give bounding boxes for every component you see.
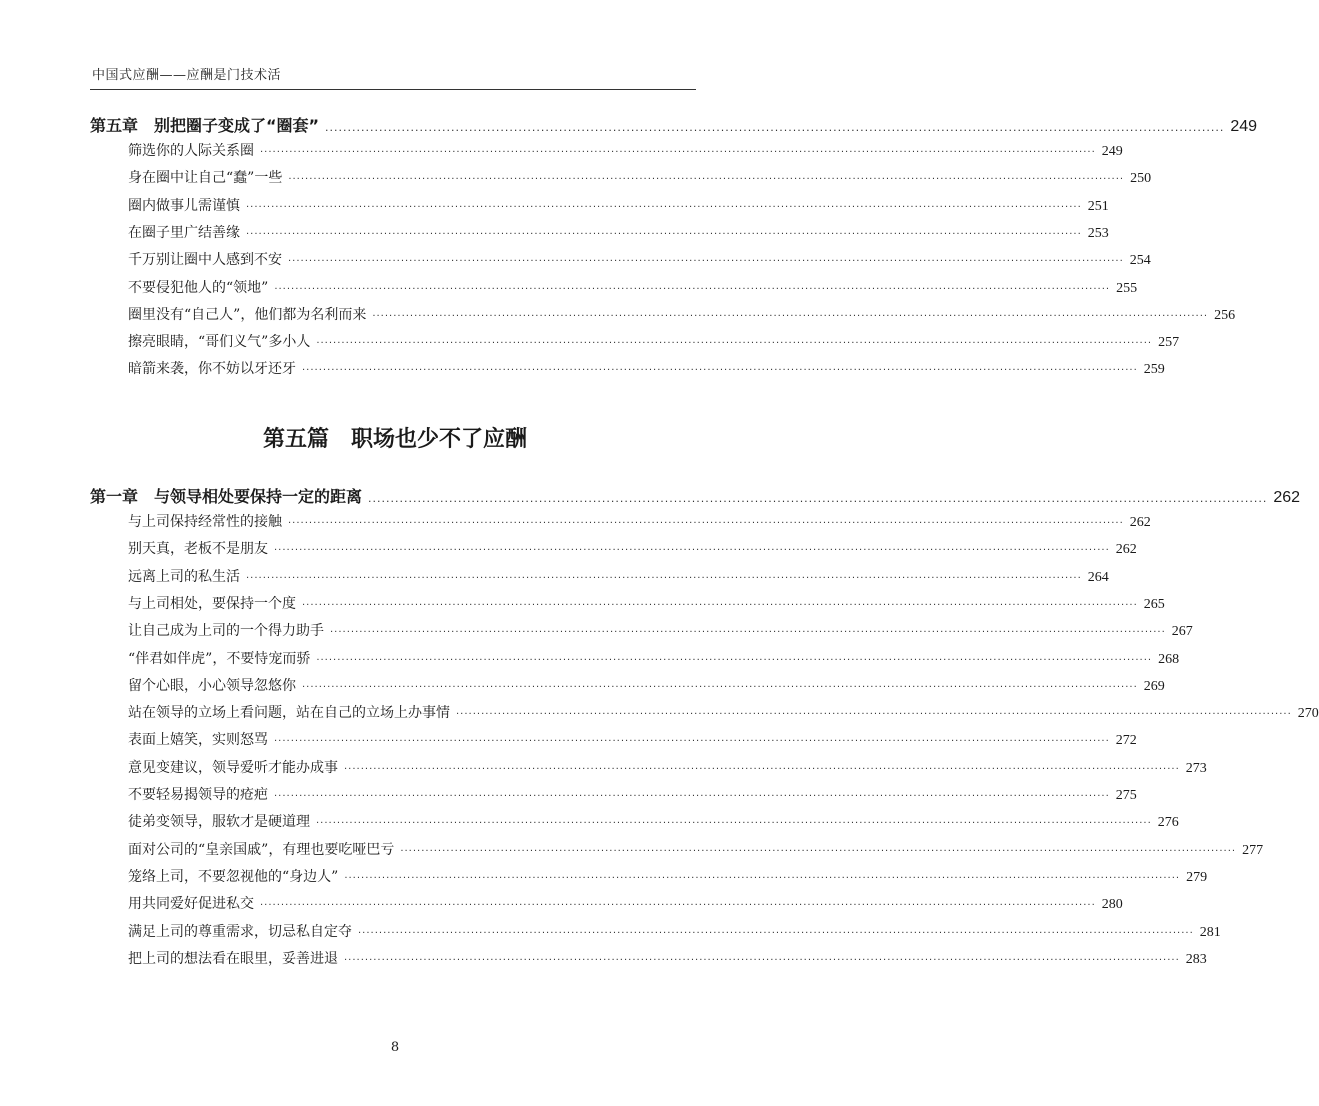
toc-entry-row: [128, 249, 1151, 269]
part-title: 第五篇 职场也少不了应酬: [262, 426, 527, 452]
toc-page-number: 251: [1087, 198, 1109, 214]
toc-dot-leader: ········································································································································································································: [260, 900, 1096, 912]
toc-page-number: 268: [1158, 651, 1180, 667]
toc-title: 与上司保持经常性的接触: [128, 514, 282, 530]
toc-page-number: 254: [1129, 253, 1151, 269]
toc-entry-row: [128, 948, 1207, 968]
toc-title: 暗箭来袭，你不妨以牙还牙: [128, 361, 296, 378]
toc-page-number: 256: [1214, 307, 1236, 323]
toc-entry-row: [128, 757, 1207, 777]
toc-dot-leader: ········································································································································································································: [330, 627, 1166, 639]
toc-page-number: 249: [1101, 144, 1123, 159]
toc-title: 满足上司的尊重需求，切忌私自定夺: [128, 923, 352, 940]
toc-page-number: 265: [1143, 596, 1165, 612]
toc-entry-row: [128, 277, 1138, 297]
toc-chapter-row: [90, 113, 1258, 136]
toc-title: 别天真，老板不是朋友: [128, 541, 268, 558]
toc-dot-leader: ········································································································································································································: [372, 310, 1209, 322]
toc-page-number: 269: [1143, 678, 1165, 694]
toc-dot-leader: ········································································································································································································: [344, 954, 1180, 966]
toc-title: 千万别让圈中人感到不安: [128, 252, 282, 269]
toc-title: 意见变建议，领导爱听才能办成事: [128, 759, 338, 776]
toc-title: 圈里没有“自己人”，他们都为名利而来: [128, 306, 367, 323]
toc-entry-row: [128, 784, 1137, 804]
toc-page-number: 281: [1199, 924, 1221, 940]
toc-title: 远离上司的私生活: [128, 568, 240, 585]
toc-entry-row: [128, 593, 1165, 613]
toc-dot-leader: ········································································································································································································: [246, 228, 1082, 240]
toc-page-number: 280: [1101, 897, 1123, 913]
toc-entry-row: [128, 140, 1123, 160]
toc-dot-leader: ........................................................................................................................................................................................................: [325, 121, 1225, 134]
toc-entry-row: [128, 839, 1264, 859]
toc-dot-leader: ········································································································································································································: [316, 654, 1153, 666]
toc-dot-leader: ········································································································································································································: [274, 736, 1110, 748]
toc-entry-row: [128, 511, 1151, 531]
toc-entry-row: [128, 222, 1109, 242]
toc-dot-leader: ········································································································································································································: [260, 147, 1096, 158]
toc-entry-row: [128, 893, 1123, 913]
toc-title: 用共同爱好促进私交: [128, 896, 254, 913]
toc-title: 把上司的想法看在眼里，妥善进退: [128, 950, 338, 967]
toc-dot-leader: ········································································································································································································: [288, 174, 1125, 186]
toc-page-number: 272: [1115, 733, 1137, 749]
toc-dot-leader: ········································································································································································································: [358, 927, 1194, 939]
running-header: 中国式应酬——应酬是门技术活: [92, 68, 282, 83]
toc-title: 不要侵犯他人的“领地”: [128, 279, 269, 296]
toc-entry-row: [128, 304, 1236, 324]
toc-chapter-row: [90, 484, 1301, 507]
toc-page-number: 267: [1171, 624, 1193, 640]
toc-page-number: 250: [1130, 171, 1152, 187]
toc-entry-row: [128, 331, 1180, 351]
toc-page-number: 253: [1087, 225, 1109, 241]
toc-title: 身在圈中让自己“蠢”一些: [128, 170, 283, 187]
toc-dot-leader: ········································································································································································································: [302, 365, 1138, 377]
toc-page-number: 277: [1242, 842, 1264, 858]
toc-page-number: 262: [1115, 542, 1137, 558]
toc-entry-row: [128, 648, 1180, 668]
toc-page-number: 257: [1158, 335, 1180, 351]
toc-entry-row: [128, 620, 1193, 640]
toc-dot-leader: ········································································································································································································: [400, 845, 1237, 857]
toc-title: 留个心眼，小心领导忽悠你: [128, 677, 296, 694]
toc-page-number: 270: [1297, 706, 1319, 722]
toc-title: 站在领导的立场上看问题，站在自己的立场上办事情: [128, 705, 450, 722]
header-divider: [90, 89, 696, 90]
toc-title: 让自己成为上司的一个得力助手: [128, 623, 324, 640]
toc-title: 圈内做事儿需谨慎: [128, 197, 240, 214]
toc-page-number: 262: [1129, 515, 1151, 530]
toc-entry-row: [128, 702, 1319, 722]
toc-entry-row: [128, 538, 1137, 558]
toc-entry-row: [128, 729, 1137, 749]
toc-entry-row: [128, 167, 1152, 187]
toc-title: 在圈子里广结善缘: [128, 224, 240, 241]
toc-entry-row: [128, 675, 1165, 695]
toc-page-number: 279: [1186, 869, 1208, 885]
toc-page-number: 273: [1185, 760, 1207, 776]
toc-title: “伴君如伴虎”，不要恃宠而骄: [128, 650, 311, 667]
toc-title: 徒弟变领导，服软才是硬道理: [128, 814, 310, 831]
toc-title: 表面上嬉笑，实则怒骂: [128, 732, 268, 749]
toc-entry-row: [128, 811, 1179, 831]
toc-page-number: 283: [1185, 951, 1207, 967]
toc-dot-leader: ········································································································································································································: [246, 201, 1082, 213]
toc-dot-leader: ········································································································································································································: [344, 763, 1180, 775]
toc-entry-row: [128, 921, 1221, 941]
toc-dot-leader: ········································································································································································································: [316, 818, 1152, 830]
toc-page-number: 259: [1143, 362, 1165, 378]
toc-dot-leader: ········································································································································································································: [344, 872, 1181, 884]
toc-dot-leader: ········································································································································································································: [302, 599, 1138, 611]
toc-title: 与上司相处，要保持一个度: [128, 595, 296, 612]
toc-page-number: 255: [1116, 280, 1138, 296]
toc-title: 筛选你的人际关系圈: [128, 143, 254, 159]
toc-dot-leader: ········································································································································································································: [288, 256, 1124, 268]
toc-title: 笼络上司，不要忽视他的“身边人”: [128, 868, 339, 885]
toc-dot-leader: ········································································································································································································: [456, 709, 1292, 721]
toc-page-number: 264: [1087, 569, 1109, 585]
toc-dot-leader: ········································································································································································································: [274, 545, 1110, 557]
toc-dot-leader: ········································································································································································································: [274, 791, 1110, 802]
toc-dot-leader: ········································································································································································································: [288, 518, 1124, 529]
toc-dot-leader: ········································································································································································································: [302, 681, 1138, 693]
toc-title: 擦亮眼睛，“哥们义气”多小人: [128, 334, 311, 351]
toc-page-number: 276: [1157, 815, 1179, 831]
toc-page-number: 262: [1273, 489, 1301, 506]
toc-entry-row: [128, 566, 1109, 586]
toc-dot-leader: ········································································································································································································: [274, 283, 1111, 295]
toc-title: 不要轻易揭领导的疮疤: [128, 787, 268, 803]
toc-entry-row: [128, 195, 1109, 215]
toc-entry-row: [128, 866, 1208, 886]
toc-dot-leader: ........................................................................................................................................................................................................: [368, 492, 1268, 505]
page-number: 8: [390, 1040, 400, 1055]
toc-entry-row: [128, 358, 1165, 378]
toc-page-number: 249: [1230, 118, 1258, 135]
toc-dot-leader: ········································································································································································································: [316, 338, 1153, 350]
toc-title: 第五章 别把圈子变成了“圈套”: [90, 116, 320, 135]
toc-dot-leader: ········································································································································································································: [246, 572, 1082, 584]
toc-title: 面对公司的“皇亲国戚”，有理也要吃哑巴亏: [128, 841, 395, 858]
toc-page-number: 275: [1115, 788, 1137, 803]
toc-title: 第一章 与领导相处要保持一定的距离: [90, 487, 363, 506]
